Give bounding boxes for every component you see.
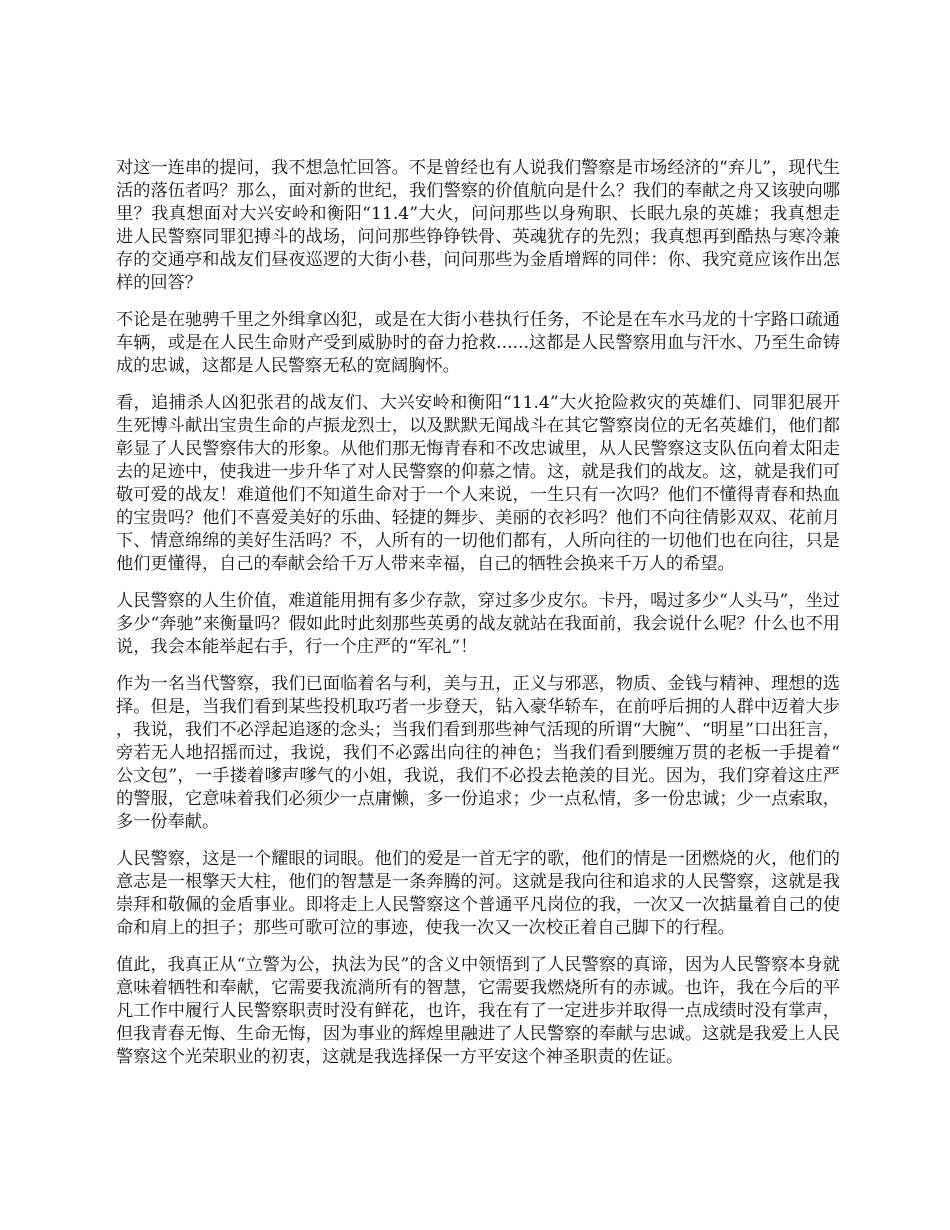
paragraph-6: 人民警察，这是一个耀眼的词眼。他们的爱是一首无字的歌，他们的情是一团燃烧的火，他们的意志是一根擎天大柱，他们的智慧是一条奔腾的河。这就是我向往和追求的人民警察，这就是我崇拜和敬佩的金盾事业。即将走上人民警察这个普通平凡岗位的我，一次又一次掂量着自己的使命和肩上的担子；那些可歌可泣的事迹，使我一次又一次校正着自己脚下的行程。 [116,849,840,938]
paragraph-2: 不论是在驰骋千里之外缉拿凶犯，或是在大街小巷执行任务，不论是在车水马龙的十字路口疏通车辆，或是在人民生命财产受到威胁时的奋力抢救......这都是人民警察用血与汗水、乃至生命铸成的忠诚，这都是人民警察无私的宽阔胸怀。 [116,310,840,376]
paragraph-1: 对这一连串的提问，我不想急忙回答。不是曾经也有人说我们警察是市场经济的“弃儿”，现代生活的落伍者吗？那么，面对新的世纪，我们警察的价值航向是什么？我们的奉献之舟又该驶向哪里？我真想面对大兴安岭和衡阳“11.4”大火，问问那些以身殉职、长眠九泉的英雄；我真想走进人民警察同罪犯搏斗的战场，问问那些铮铮铁骨、英魂犹存的先烈；我真想再到酷热与寒冷兼存的交通亭和战友们昼夜巡逻的大街小巷，问问那些为金盾增辉的同伴：你、我究竟应该作出怎样的回答？ [116,158,840,293]
document-body [116,157,840,1083]
paragraph-3: 看，追捕杀人凶犯张君的战友们、大兴安岭和衡阳“11.4”大火抢险救灾的英雄们、同罪犯展开生死博斗献出宝贵生命的卢振龙烈士，以及默默无闻战斗在其它警察岗位的无名英雄们，他们都彰显了人民警察伟大的形象。从他们那无悔青春和不改忠诚里，从人民警察这支队伍向着太阳走去的足迹中，使我进一步升华了对人民警察的仰慕之情。这，就是我们的战友。这，就是我们可敬可爱的战友！难道他们不知道生命对于一个人来说，一生只有一次吗？他们不懂得青春和热血的宝贵吗？他们不喜爱美好的乐曲、轻捷的舞步、美丽的衣衫吗？他们不向往倩影双双、花前月下、情意绵绵的美好生活吗？不，人所有的一切他们都有，人所向往的一切他们也在向往，只是他们更懂得，自己的奉献会给千万人带来幸福，自己的牺牲会换来千万人的希望。 [116,393,840,574]
paragraph-4: 人民警察的人生价值，难道能用拥有多少存款，穿过多少皮尔。卡丹，喝过多少“人头马”，坐过多少“奔驰”来衡量吗？假如此时此刻那些英勇的战友就站在我面前，我会说什么呢？什么也不用说，我会本能举起右手，行一个庄严的“军礼”！ [116,591,840,657]
paragraph-5: 作为一名当代警察，我们已面临着名与利，美与丑，正义与邪恶，物质、金钱与精神、理想的选择。但是，当我们看到某些投机取巧者一步登天，钻入豪华轿车，在前呼后拥的人群中迈着大步，我说，我们不必浮起追逐的念头；当我们看到那些神气活现的所谓“大腕”、“明星”口出狂言，旁若无人地招摇而过，我说，我们不必露出向往的神色；当我们看到腰缠万贯的老板一手提着“公文包”，一手搂着嗲声嗲气的小姐，我说，我们不必投去艳羡的目光。因为，我们穿着这庄严的警服，它意味着我们必须少一点庸懒，多一份追求；少一点私情，多一份忠诚；少一点索取，多一份奉献。 [116,674,840,832]
paragraph-7: 值此，我真正从“立警为公，执法为民”的含义中领悟到了人民警察的真谛，因为人民警察本身就意味着牺牲和奉献，它需要我流淌所有的智慧，它需要我燃烧所有的赤诚。也许，我在今后的平凡工作中履行人民警察职责时没有鲜花，也许，我在有了一定进步并取得一点成绩时没有掌声，但我青春无悔、生命无悔，因为事业的辉煌里融进了人民警察的奉献与忠诚。这就是我爱上人民警察这个光荣职业的初衷，这就是我选择保一方平安这个神圣职责的佐证。 [116,955,840,1067]
